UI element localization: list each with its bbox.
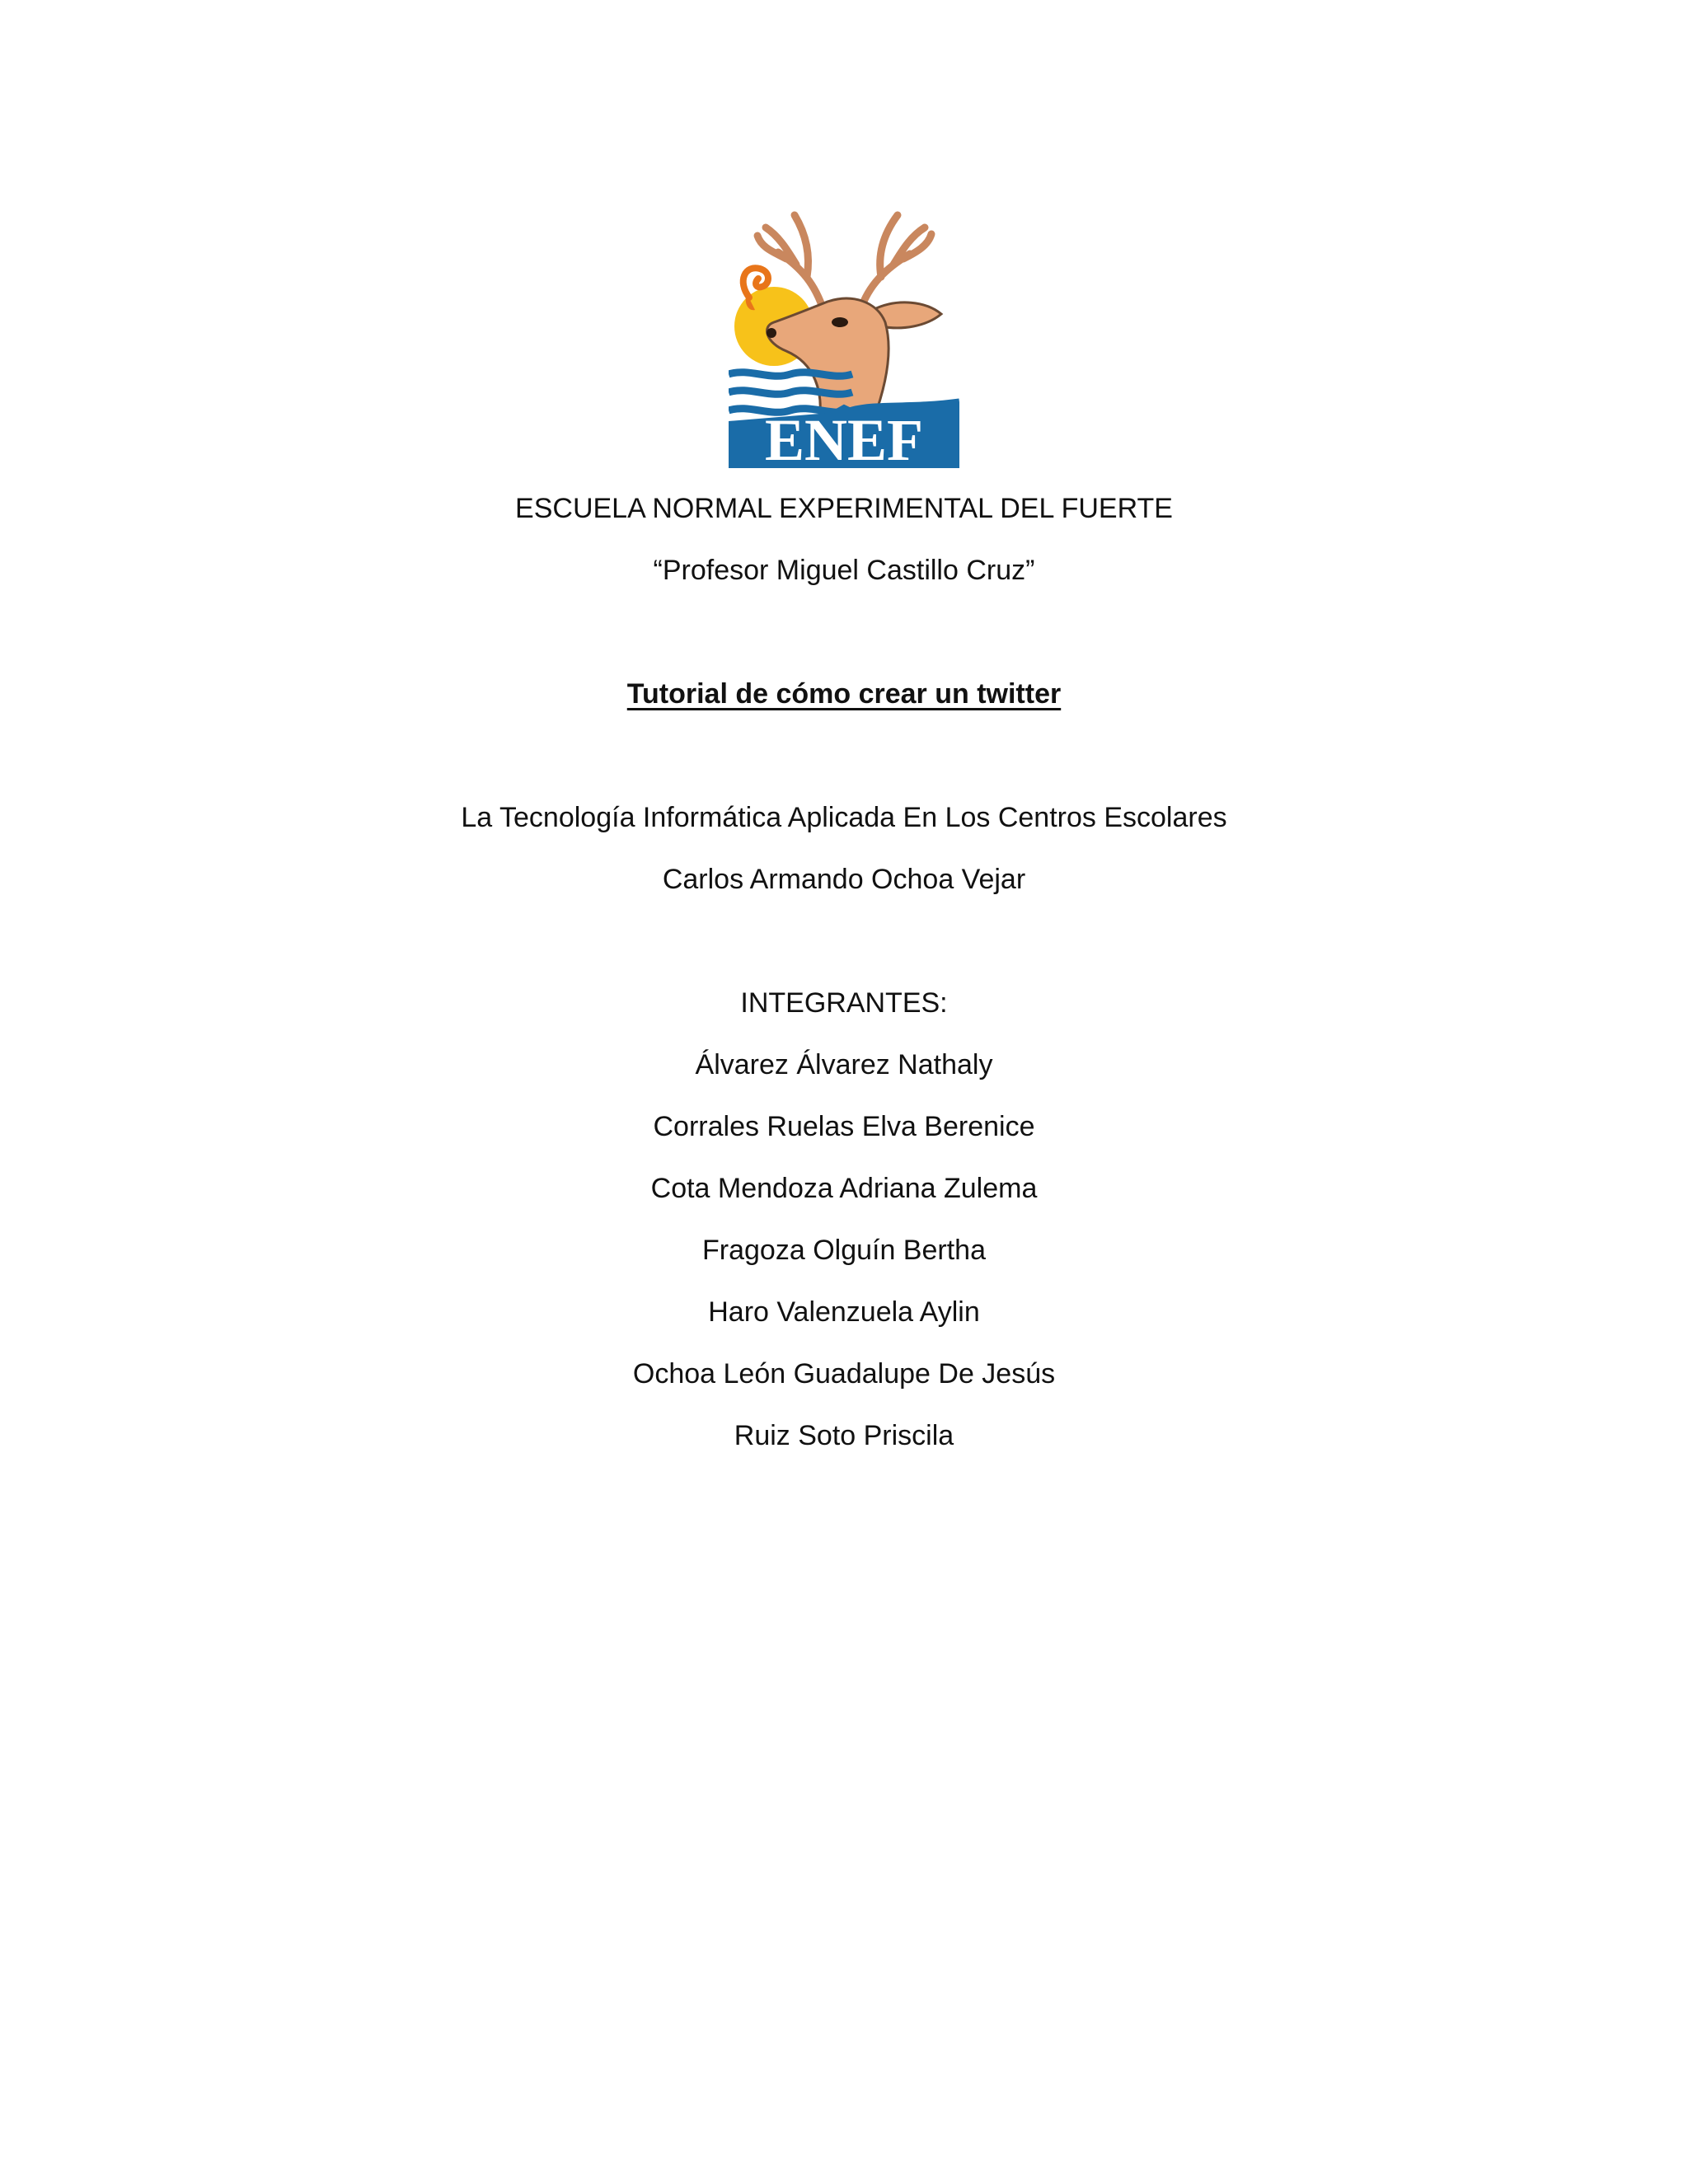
member-name: Ruiz Soto Priscila: [734, 1420, 954, 1451]
school-motto: “Profesor Miguel Castillo Cruz”: [653, 555, 1035, 586]
member-name: Corrales Ruelas Elva Berenice: [653, 1111, 1035, 1142]
member-name: Fragoza Olguín Bertha: [702, 1235, 986, 1266]
members-heading: INTEGRANTES:: [740, 987, 948, 1019]
document-title: Tutorial de cómo crear un twitter: [626, 678, 1062, 710]
member-name: Álvarez Álvarez Nathaly: [695, 1049, 993, 1080]
member-name: Cota Mendoza Adriana Zulema: [650, 1173, 1038, 1204]
enef-logo: [729, 186, 959, 468]
deer-logo-icon: [729, 186, 959, 468]
school-name: ESCUELA NORMAL EXPERIMENTAL DEL FUERTE: [515, 493, 1173, 524]
teacher-name: Carlos Armando Ochoa Vejar: [662, 864, 1026, 895]
member-name: Ochoa León Guadalupe De Jesús: [632, 1358, 1056, 1390]
logo-text: ENEF: [764, 407, 924, 468]
member-name: Haro Valenzuela Aylin: [708, 1296, 980, 1328]
course-name: La Tecnología Informática Aplicada En Los Centros Escolares: [461, 802, 1227, 833]
